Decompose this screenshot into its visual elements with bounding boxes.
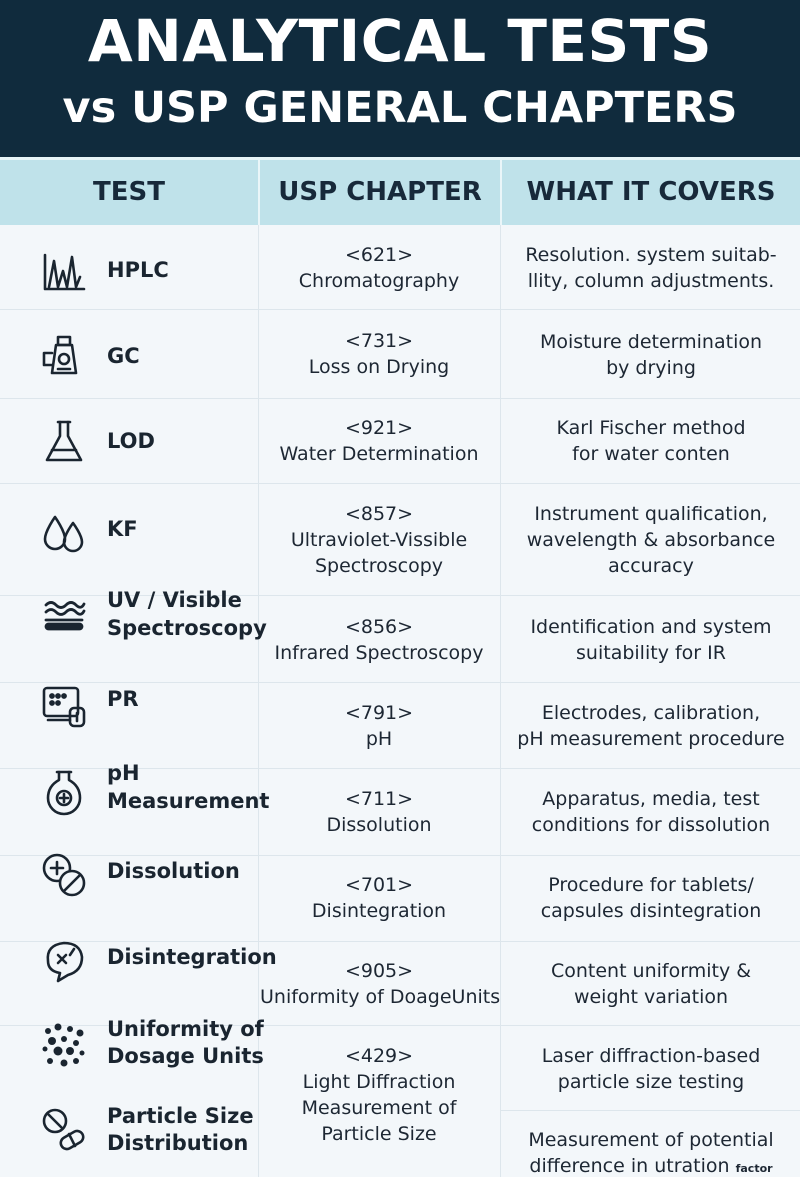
row-divider	[0, 483, 800, 484]
column-header-test: TEST	[93, 177, 165, 207]
chapter-cell: <621> Chromatography	[298, 244, 460, 292]
water-drops-icon	[40, 509, 88, 557]
column-header-usp-chapter: USP CHAPTER	[258, 160, 500, 225]
chapter-cell: <921> Water Determination	[279, 417, 479, 465]
row-divider	[0, 855, 800, 856]
chapter-cell: <791> pH	[344, 702, 414, 750]
covers-cell: Apparatus, media, test conditions for dissolution	[531, 788, 771, 836]
footnote-mark: factor	[735, 1162, 773, 1175]
chapter-cell: <429> Light Diffraction Measurement of Particle Size	[301, 1045, 457, 1145]
covers-cell: Laser diffraction-based particle size testing	[541, 1045, 761, 1093]
covers-cell: Instrument qualification, wavelength & absorbance accuracy	[526, 503, 776, 577]
title-banner	[0, 0, 800, 157]
chapter-cell: <701> Disintegration	[311, 874, 447, 922]
column-header-what-it-covers: WHAT IT COVERS	[500, 160, 800, 225]
ph-bottle-icon	[40, 768, 88, 816]
flask-icon	[40, 418, 88, 466]
row-divider	[500, 1110, 800, 1111]
row-divider	[0, 682, 800, 683]
table-header	[0, 157, 800, 225]
covers-cell: Procedure for tablets/ capsules disintegration	[540, 874, 762, 922]
covers-cell: Resolution. system suitab- llity, column adjustments.	[525, 244, 777, 292]
covers-cell: Electrodes, calibration, pH measurement procedure	[517, 702, 785, 750]
chromatogram-icon	[40, 247, 88, 295]
row-divider	[0, 941, 800, 942]
column-divider	[500, 225, 501, 1177]
gas-chromatograph-icon	[40, 331, 88, 379]
dots-icon	[40, 1021, 88, 1069]
chapter-cell: <711> Dissolution	[326, 788, 432, 836]
instrument-panel-icon	[40, 682, 88, 730]
table-body: HPLC GC LOD KF UV / Visible Spectroscopy PR pH Measurement Dissolution Disintegration Uniformity of Dosage Units Particle Size Distribution <621> Chromatography <731> Loss on Drying <921> Water Determination <857> Ultraviolet-Vissible Spectroscopy <856> Infrared Spectroscopy <791> pH <711> Dissolution <701> Disintegration <905> Uniformity of DoageUnits <429> Light Diffraction Measurement of Particle Size Resolution. system suitab- llity, column adjustments. Moisture determination by drying Karl Fischer method for water conten Instrument qualification, wavelength & absorbance accuracy Identification and system suitability for IR Electrodes, calibration, pH measurement procedure Apparatus, media, test conditions for dissolution Procedure for tablets/ capsules disintegration Content uniformity & weight variation Laser diffraction-based particle size testing Measurement of potential difference in utration factor	[0, 225, 800, 1177]
waves-icon	[40, 593, 88, 641]
page-title: ANALYTICAL TESTS	[87, 7, 713, 75]
chapter-cell: <856> Infrared Spectroscopy	[274, 616, 484, 664]
covers-cell: Measurement of potential difference in utration factor	[528, 1129, 774, 1177]
pills-icon	[40, 1106, 88, 1154]
chapter-cell: <905> Uniformity of DoageUnits	[260, 960, 501, 1008]
covers-cell: Moisture determination by drying	[539, 331, 763, 379]
row-divider	[0, 309, 800, 310]
covers-cell: Karl Fischer method for water conten	[556, 417, 746, 465]
covers-cell: Identification and system suitability for IR	[530, 616, 772, 664]
chapter-cell: <857> Ultraviolet-Vissible Spectroscopy	[290, 503, 468, 577]
tablets-icon	[40, 851, 88, 899]
chapter-cell: <731> Loss on Drying	[308, 330, 450, 378]
row-divider	[0, 398, 800, 399]
broken-tablet-icon	[40, 937, 88, 985]
page-subtitle: vs USP GENERAL CHAPTERS	[62, 83, 738, 133]
covers-cell: Content uniformity & weight variation	[550, 960, 752, 1008]
